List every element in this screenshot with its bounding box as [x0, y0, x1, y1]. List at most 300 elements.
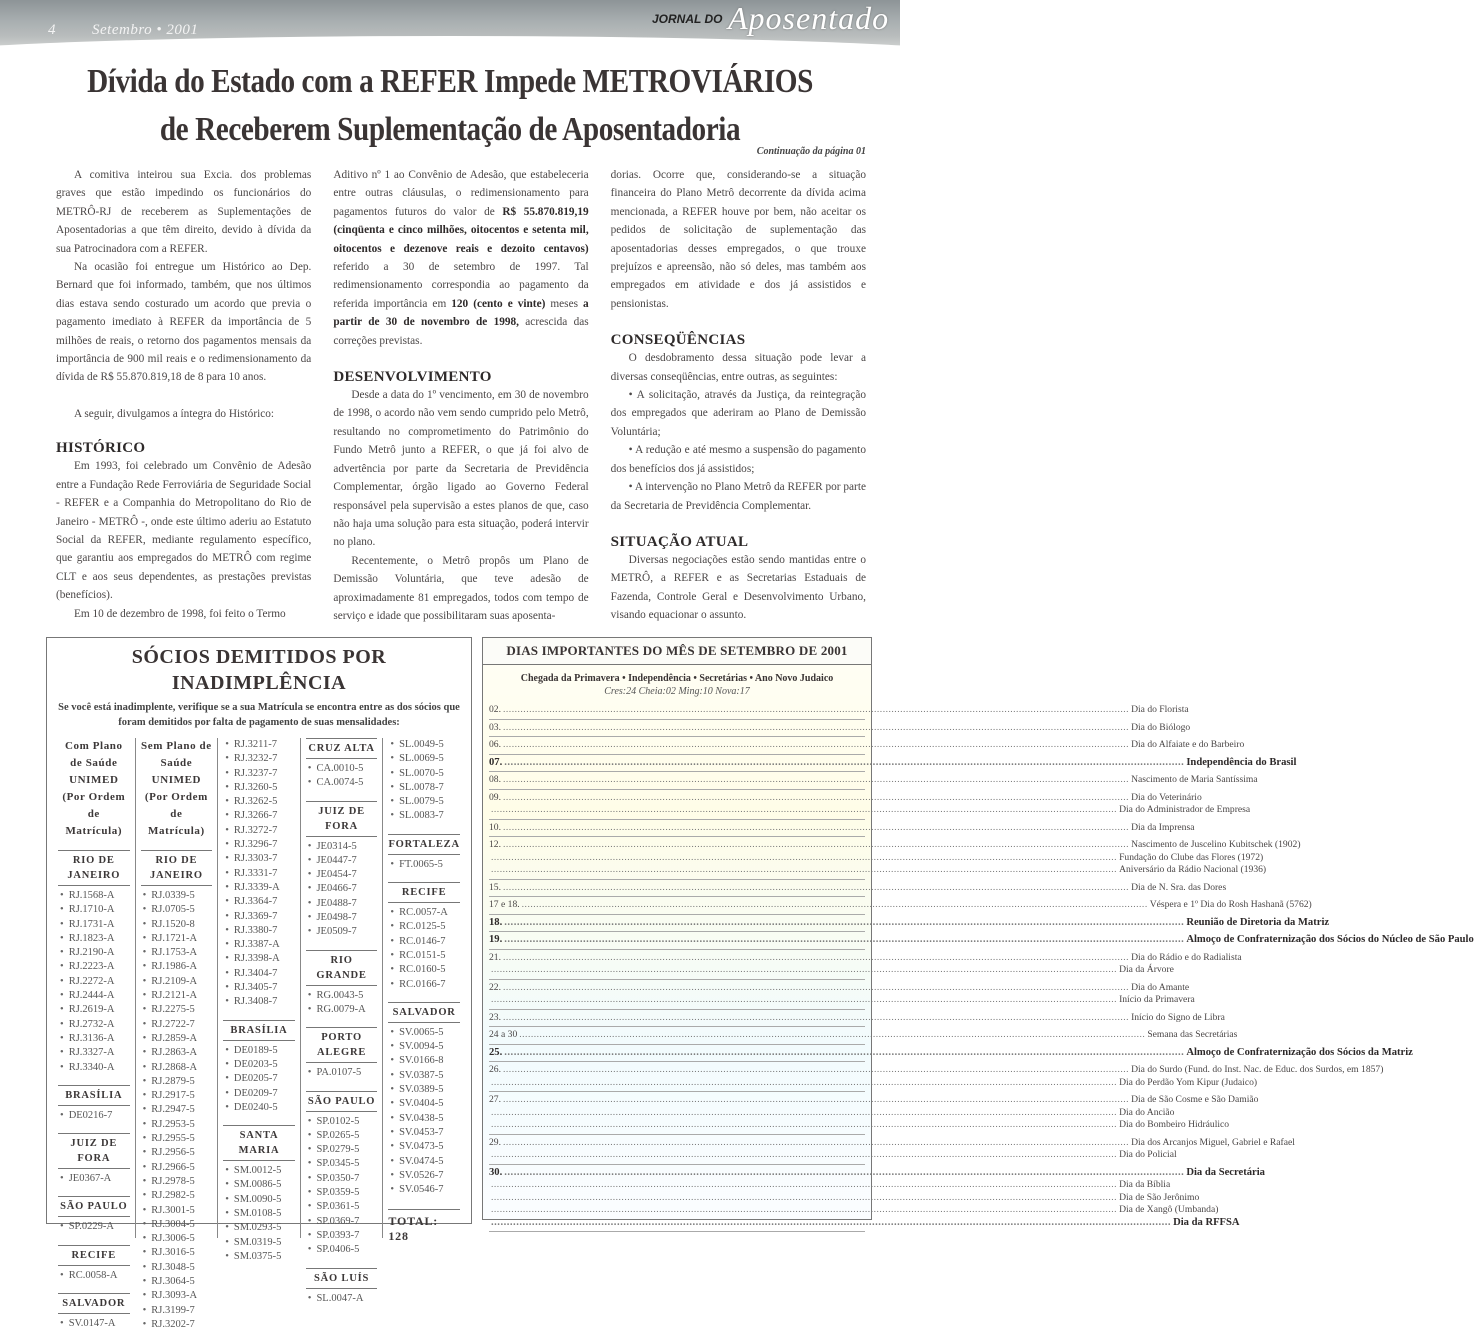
matricula-item: • RJ.3262-5	[223, 795, 295, 809]
page-number: 4	[48, 22, 56, 38]
matricula-item: • RJ.3331-7	[223, 867, 295, 881]
matricula-item: • CA.0074-5	[306, 776, 378, 790]
dias-importantes-box	[482, 637, 1474, 1228]
matricula-item: • RJ.2863-A	[141, 1046, 213, 1060]
date-entry	[489, 820, 1195, 838]
event-name: Nascimento de Juscelino Kubitschek (1902)	[1131, 839, 1301, 850]
date-line	[489, 1011, 1225, 1025]
dot-leader	[503, 839, 1129, 852]
date-line	[489, 994, 1195, 1007]
paragraph: A seguir, divulgamos a íntegra do Histórico:	[74, 407, 275, 420]
matricula-item: • SV.0387-5	[388, 1069, 460, 1083]
article-body	[56, 166, 866, 631]
dot-leader	[491, 1204, 1117, 1217]
dot-leader	[504, 1167, 1184, 1180]
matricula-item: • JE0367-A	[58, 1172, 130, 1186]
event-name: Dia de São Cosme e São Damião	[1131, 1094, 1259, 1105]
matricula-item: • SP.0102-5	[306, 1115, 378, 1129]
socios-grid	[53, 738, 465, 1330]
event-name: Almoço de Confraternização dos Sócios do Núcleo de São Paulo	[1186, 934, 1474, 945]
matricula-item: • RJ.3303-7	[223, 852, 295, 866]
matricula-list	[58, 1172, 130, 1186]
matricula-item: • RJ.2121-A	[141, 989, 213, 1003]
dot-leader	[504, 934, 1184, 947]
date-line	[489, 1166, 1265, 1180]
socios-column-5	[382, 738, 465, 1244]
matricula-item: • SV.0147-A	[58, 1317, 130, 1331]
event-name: Início da Primavera	[1119, 994, 1195, 1005]
matricula-item: • SV.0546-7	[388, 1183, 460, 1197]
matricula-list	[223, 1044, 295, 1115]
matricula-item: • JE0498-7	[306, 911, 378, 925]
date-line	[489, 916, 1330, 930]
date-line	[489, 1136, 1295, 1150]
date-entry	[489, 950, 1242, 980]
dot-leader	[491, 1119, 1117, 1132]
matricula-item: • RJ.3202-7	[141, 1318, 213, 1332]
date-line	[489, 804, 1251, 817]
matricula-item: • SM.0012-5	[223, 1164, 295, 1178]
date-line	[489, 839, 1301, 852]
date-line	[489, 881, 1227, 895]
day-number: 24 a 30	[489, 1029, 518, 1040]
matricula-list	[141, 889, 213, 1332]
matricula-item: • RJ.2275-5	[141, 1003, 213, 1017]
dot-leader	[503, 1094, 1129, 1107]
city-heading: PORTO ALEGRE	[306, 1027, 378, 1063]
city-heading: RECIFE	[58, 1245, 130, 1266]
day-number: 02.	[489, 704, 501, 715]
matricula-item: • SP.0359-5	[306, 1186, 378, 1200]
event-name: Início do Signo de Libra	[1131, 1011, 1225, 1023]
date-line	[489, 1046, 1413, 1060]
matricula-item: • RJ.3004-5	[141, 1218, 213, 1232]
matricula-item: • SM.0293-5	[223, 1221, 295, 1235]
day-number: 03.	[489, 721, 501, 733]
matricula-item: • RC.0151-5	[388, 949, 460, 963]
matricula-item: • JE0509-7	[306, 925, 378, 939]
dot-leader	[504, 917, 1184, 930]
city-heading: SANTA MARIA	[223, 1125, 295, 1161]
article-column-2	[333, 166, 588, 631]
matricula-item: • RJ.2953-5	[141, 1118, 213, 1132]
matricula-item: • RJ.3016-5	[141, 1246, 213, 1260]
city-heading: SÃO PAULO	[306, 1091, 378, 1112]
city-heading: SÃO PAULO	[58, 1196, 130, 1217]
day-number: 25.	[489, 1046, 503, 1058]
dias-title: DIAS IMPORTANTES DO MÊS DE SETEMBRO DE 2001	[483, 638, 871, 665]
section-heading-situacao-atual: SITUAÇÃO ATUAL	[610, 533, 749, 550]
matricula-item: • DE0203-5	[223, 1058, 295, 1072]
date-line	[489, 1191, 1200, 1205]
matricula-item: • RJ.3237-7	[223, 767, 295, 781]
event-name: Dia da Imprensa	[1131, 821, 1195, 833]
matricula-item: • RC.0166-7	[388, 978, 460, 992]
dot-leader	[491, 1107, 1117, 1120]
matricula-item: • JE0488-7	[306, 897, 378, 911]
date-line	[489, 1064, 1384, 1077]
matricula-item: • RJ.3387-A	[223, 938, 295, 952]
matricula-item: • RJ.3136-A	[58, 1032, 130, 1046]
date-entry	[489, 1010, 1225, 1028]
date-entry	[489, 772, 1258, 790]
matricula-item: • SP.0350-7	[306, 1172, 378, 1186]
matricula-item: • CA.0010-5	[306, 762, 378, 776]
event-name: Dia do Alfaiate e do Barbeiro	[1131, 739, 1245, 750]
matricula-item: • SL.0047-A	[306, 1292, 378, 1306]
masthead-banner	[0, 0, 900, 52]
matricula-item: • RC.0146-7	[388, 935, 460, 949]
date-line	[489, 934, 1474, 947]
event-name: Dia da Bíblia	[1119, 1179, 1171, 1190]
bullet-item: • A solicitação, através da Justiça, da reintegração dos empregados que aderiram ao Plano de Demissão Voluntária;	[610, 389, 866, 438]
event-name: Dia do Bombeiro Hidráulico	[1119, 1119, 1230, 1130]
event-name: Véspera e 1º Dia do Rosh Hashanã (5762)	[1149, 899, 1312, 910]
date-line	[489, 1076, 1258, 1090]
matricula-list	[306, 1066, 378, 1080]
city-heading: SALVADOR	[58, 1293, 130, 1314]
matricula-list	[306, 840, 378, 940]
event-name: Almoço de Confraternização dos Sócios da Matriz	[1186, 1046, 1413, 1058]
dot-leader	[503, 1137, 1129, 1150]
event-name: Dia dos Arcanjos Miguel, Gabriel e Rafael	[1131, 1136, 1295, 1148]
matricula-item: • SL.0049-5	[388, 738, 460, 752]
dot-leader	[503, 952, 1129, 965]
matricula-item: • SV.0473-5	[388, 1140, 460, 1154]
matricula-item: • RC.0160-5	[388, 963, 460, 977]
dot-leader	[491, 964, 1117, 977]
city-heading: CRUZ ALTA	[306, 738, 378, 759]
matricula-list	[58, 889, 130, 1075]
matricula-item: • RJ.1986-A	[141, 960, 213, 974]
matricula-item: • RJ.3405-7	[223, 981, 295, 995]
column-header: Sem Plano de Saúde UNIMED (Por Ordem de Matrícula)	[141, 740, 212, 837]
dot-leader	[503, 739, 1129, 752]
matricula-item: • RJ.2223-A	[58, 960, 130, 974]
dot-leader	[503, 822, 1129, 835]
dot-leader	[503, 722, 1129, 735]
matricula-item: • SV.0453-7	[388, 1126, 460, 1140]
bullet-item: • A redução e até mesmo a suspensão do pagamento dos benefícios dos já assistidos;	[610, 444, 866, 475]
paragraph: Desde a data do 1º vencimento, em 30 de novembro de 1998, o acordo não vem sendo cumprido pelo Metrô, resultando no comprometimento do Patrimônio do Fundo Metrô junto a REFER, o que já foi alvo de advertência por parte da Secretaria de Previdência Complementar, órgão ligado ao Governo Federal responsável pela supervisão a estes planos de que, caso não haja uma solução para esta situação, poderá intervir no plano.	[333, 389, 589, 549]
socios-title: SÓCIOS DEMITIDOS POR INADIMPLÊNCIA	[131, 646, 387, 694]
matricula-item: • RJ.2272-A	[58, 975, 130, 989]
matricula-item: • DE0216-7	[58, 1109, 130, 1123]
matricula-item: • RJ.3339-A	[223, 881, 295, 895]
paragraph: Em 1993, foi celebrado um Convênio de Adesão entre a Fundação Rede Ferroviária de Seguridade Social - REFER e a Companhia do Metropolitano do Rio de Janeiro - METRÔ -, onde este último aderiu ao Estatuto Social da REFER, mediante regulamento específico, que garantiu aos empregados do METRÔ com regime CLT e aos seus dependentes, as prestações previstas (benefícios).	[56, 460, 312, 602]
dot-leader	[503, 1064, 1129, 1077]
matricula-item: • SP.0406-5	[306, 1243, 378, 1257]
matricula-item: • RJ.2966-5	[141, 1161, 213, 1175]
matricula-item: • RJ.2982-5	[141, 1189, 213, 1203]
journal-logo: Aposentado	[728, 0, 890, 36]
dot-leader	[491, 1217, 1171, 1230]
date-entry	[489, 932, 1474, 950]
event-name: Dia do Policial	[1119, 1149, 1177, 1160]
date-line	[489, 981, 1190, 995]
dot-leader	[503, 704, 1129, 717]
matricula-item: • DE0189-5	[223, 1044, 295, 1058]
matricula-item: • RJ.0705-5	[141, 903, 213, 917]
matricula-item: • SL.0078-7	[388, 781, 460, 795]
matricula-item: • SL.0083-7	[388, 809, 460, 823]
dot-leader	[504, 757, 1184, 770]
matricula-list	[306, 762, 378, 791]
paragraph: Recentemente, o Metrô propôs um Plano de Demissão Voluntária, que teve adesão de aproximadamente 81 empregados, todos com tempo de serviço e idade que possibilitaram suas aposenta-	[333, 554, 589, 622]
matricula-item: • RG.0079-A	[306, 1003, 378, 1017]
matricula-item: • RJ.2444-A	[58, 989, 130, 1003]
city-heading: RECIFE	[388, 882, 460, 903]
matricula-item: • RJ.2879-5	[141, 1075, 213, 1089]
date-entry	[489, 1062, 1384, 1092]
date-line	[489, 1029, 1238, 1042]
matricula-item: • SP.0229-A	[58, 1220, 130, 1234]
matricula-item: • SV.0526-7	[388, 1169, 460, 1183]
day-number: 22.	[489, 981, 501, 993]
matricula-item: • RJ.2109-A	[141, 975, 213, 989]
event-name: Dia do Veterinário	[1131, 791, 1202, 803]
dot-leader	[491, 1149, 1117, 1162]
matricula-list	[388, 738, 460, 824]
matricula-item: • RC.0058-A	[58, 1269, 130, 1283]
date-entry	[489, 755, 1297, 773]
date-line	[489, 704, 1189, 717]
matricula-item: • RJ.3199-7	[141, 1304, 213, 1318]
matricula-item: • SM.0090-5	[223, 1193, 295, 1207]
date-line	[489, 951, 1242, 965]
date-line	[489, 756, 1297, 770]
event-name: Dia do Biólogo	[1131, 721, 1191, 733]
date-line	[489, 864, 1267, 877]
matricula-item: • RJ.2722-7	[141, 1018, 213, 1032]
matricula-item: • SP.0265-5	[306, 1129, 378, 1143]
city-heading: SÃO LUÍS	[306, 1268, 378, 1289]
date-line	[489, 1216, 1240, 1230]
date-line	[489, 964, 1174, 977]
socios-column-3	[217, 738, 300, 1262]
dot-leader	[503, 982, 1129, 995]
matricula-item: • SP.0361-5	[306, 1200, 378, 1214]
day-number: 23.	[489, 1011, 501, 1023]
paragraph: Aditivo nº 1 ao Convênio de Adesão, que estabeleceria entre outras cláusulas, o redimensionamento para pagamentos futuros do valor de R$ 55.870.819,19 (cinqüenta e cinco milhões, oitocentos e setenta mil, oitocentos e dezenove reais e dezoito centavos) referido a 30 de setembro de 1997. Tal redimensionamento correspondia ao pagamento da referida importância em 120 (cento e vinte) meses a partir de 30 de novembro de 1998, acrescida das correções previstas.	[333, 169, 589, 347]
date-line	[489, 821, 1195, 835]
matricula-item: • SV.0094-5	[388, 1040, 460, 1054]
event-name: Fundação do Clube das Flores (1972)	[1119, 851, 1264, 863]
dot-leader	[491, 1179, 1117, 1192]
matricula-item: • RJ.2917-5	[141, 1089, 213, 1103]
event-name: Dia de N. Sra. das Dores	[1131, 881, 1227, 893]
dot-leader	[519, 1029, 1145, 1042]
date-line	[489, 1106, 1175, 1120]
day-number: 12.	[489, 839, 501, 850]
date-entry	[489, 1165, 1265, 1233]
event-name: Dia de Xangô (Umbanda)	[1119, 1204, 1219, 1215]
socios-intro: Se você está inadimplente, verifique se a sua Matrícula se encontra entre as dos sócios que foram demitidos por falta de pagamento de suas mensalidades:	[58, 702, 460, 728]
day-number: 18.	[489, 916, 503, 928]
matricula-item: • RJ.1731-A	[58, 918, 130, 932]
matricula-item: • SM.0086-5	[223, 1178, 295, 1192]
matricula-item: • RJ.3398-A	[223, 952, 295, 966]
date-entry	[489, 897, 1312, 915]
matricula-item: • RJ.3364-7	[223, 895, 295, 909]
headline	[63, 58, 837, 154]
paragraph: dorias. Ocorre que, considerando-se a situação financeira do Plano Metrô decorrente da dívida acima mencionada, a REFER houve por bem, não aceitar os pedidos de solicitação de suplementação das aposentadorias desses empregados, o que trouxe prejuízos e apreensão, não só deles, mas também aos empregados em atividade e dos já assistidos e pensionistas.	[610, 169, 866, 310]
matricula-item: • SL.0070-5	[388, 767, 460, 781]
day-number: 30.	[489, 1166, 503, 1178]
day-number: 07.	[489, 756, 503, 768]
matricula-item: • RG.0043-5	[306, 989, 378, 1003]
matricula-list	[58, 1220, 130, 1234]
matricula-item: • RJ.2978-5	[141, 1175, 213, 1189]
matricula-item: • RJ.2947-5	[141, 1103, 213, 1117]
matricula-item: • RJ.2859-A	[141, 1032, 213, 1046]
matricula-item: • RJ.3048-5	[141, 1261, 213, 1275]
paragraph: Em 10 de dezembro de 1998, foi feito o Termo	[74, 607, 286, 620]
dot-leader	[503, 774, 1129, 787]
event-name: Dia do Perdão Yom Kipur (Judaico)	[1119, 1076, 1258, 1088]
event-name: Dia de São Jerônimo	[1119, 1191, 1200, 1203]
city-heading: JUIZ DE FORA	[58, 1133, 130, 1169]
day-number: 10.	[489, 821, 501, 833]
day-number: 08.	[489, 774, 501, 785]
date-line	[489, 774, 1258, 787]
date-entry	[489, 880, 1227, 898]
event-name: Dia do Rádio e do Radialista	[1131, 951, 1242, 963]
date-line	[489, 1204, 1219, 1217]
matricula-item: • RJ.1823-A	[58, 932, 130, 946]
matricula-item: • RJ.2619-A	[58, 1003, 130, 1017]
date-line	[489, 739, 1245, 752]
date-line	[489, 1119, 1230, 1132]
matricula-item: • RJ.2956-5	[141, 1146, 213, 1160]
date-line	[489, 1179, 1171, 1192]
matricula-item: • RJ.3272-7	[223, 824, 295, 838]
event-name: Dia do Amante	[1131, 981, 1190, 993]
day-number: 09.	[489, 791, 501, 803]
matricula-list	[223, 738, 295, 1010]
matricula-item: • RJ.1520-8	[141, 918, 213, 932]
matricula-item: • RJ.3001-5	[141, 1204, 213, 1218]
matricula-item: • SV.0065-5	[388, 1026, 460, 1040]
matricula-item: • SM.0319-5	[223, 1236, 295, 1250]
article-column-3	[611, 166, 866, 631]
matricula-list	[58, 1317, 130, 1331]
matricula-list	[58, 1109, 130, 1123]
matricula-item: • RJ.2868-A	[141, 1061, 213, 1075]
date-entry	[489, 702, 1189, 720]
paragraph: O desdobramento dessa situação pode levar a diversas conseqüências, entre outras, as seguintes:	[610, 352, 866, 383]
matricula-list	[306, 1115, 378, 1258]
event-name: Aniversário da Rádio Nacional (1936)	[1119, 864, 1267, 875]
event-name: Independência do Brasil	[1186, 756, 1297, 768]
matricula-item: • SP.0345-5	[306, 1157, 378, 1171]
matricula-item: • RJ.1753-A	[141, 946, 213, 960]
event-name: Dia da Secretária	[1186, 1166, 1265, 1178]
matricula-item: • SV.0166-8	[388, 1054, 460, 1068]
event-name: Nascimento de Maria Santíssima	[1131, 774, 1258, 785]
dot-leader	[491, 1077, 1117, 1090]
paragraph: Na ocasião foi entregue um Histórico ao Dep. Bernard que foi informado, também, que nos últimos dias estava sendo costurado um acordo que previa o pagamento imediato à REFER da importância de 5 milhões de reais, o retorno dos pagamentos mensais da importância de 900 mil reais e o redimensionamento da dívida de R$ 55.870.819,18 de 8 para 10 anos.	[56, 261, 312, 384]
date-entry	[489, 1045, 1413, 1063]
matricula-item: • RJ.1568-A	[58, 889, 130, 903]
dot-leader	[503, 882, 1129, 895]
matricula-item: • SV.0438-5	[388, 1112, 460, 1126]
matricula-item: • RJ.3327-A	[58, 1046, 130, 1060]
moon-phases: Cres:24 Cheia:02 Ming:10 Nova:17	[604, 686, 750, 697]
dias-subtitle: Chegada da Primavera • Independência • Secretárias • Ano Novo Judaico	[520, 673, 834, 684]
date-line	[489, 1094, 1259, 1107]
matricula-list	[223, 1164, 295, 1264]
date-line	[489, 851, 1264, 865]
event-name: Semana das Secretárias	[1147, 1029, 1238, 1040]
date-entry	[489, 737, 1245, 755]
matricula-item: • SV.0389-5	[388, 1083, 460, 1097]
date-line	[489, 791, 1202, 805]
matricula-item: • SM.0108-5	[223, 1207, 295, 1221]
matricula-item: • RJ.3266-7	[223, 809, 295, 823]
article-column-1	[56, 166, 311, 631]
date-entry	[489, 790, 1251, 820]
date-entry	[489, 837, 1301, 880]
matricula-item: • FT.0065-5	[388, 858, 460, 872]
matricula-item: • DE0209-7	[223, 1087, 295, 1101]
date-entry	[489, 720, 1191, 738]
day-number: 29.	[489, 1136, 501, 1148]
dot-leader	[503, 1012, 1129, 1025]
date-entry	[489, 1027, 1238, 1045]
matricula-item: • RJ.3408-7	[223, 995, 295, 1009]
dot-leader	[491, 864, 1117, 877]
event-name: Dia da RFFSA	[1173, 1216, 1240, 1228]
city-heading: JUIZ DE FORA	[306, 801, 378, 837]
dot-leader	[522, 899, 1148, 912]
date-entry	[489, 1092, 1259, 1135]
matricula-item: • RJ.3006-5	[141, 1232, 213, 1246]
day-number: 17 e 18.	[489, 899, 520, 910]
headline-line-1: Dívida do Estado com a REFER Impede METROVIÁRIOS	[87, 63, 813, 100]
matricula-list	[388, 906, 460, 992]
matricula-item: • RJ.3296-7	[223, 838, 295, 852]
paragraph: Diversas negociações estão sendo mantidas entre o METRÔ, a REFER e as Secretarias Estaduais de Fazenda, Controle Geral e Desenvolvimento Urbano, visando equacionar o assunto.	[610, 553, 866, 622]
event-name: Dia da Árvore	[1119, 964, 1174, 975]
date-line	[489, 1149, 1177, 1162]
matricula-item: • RC.0057-A	[388, 906, 460, 920]
journal-prefix: JORNAL DO	[652, 12, 723, 26]
matricula-item: • SM.0375-5	[223, 1250, 295, 1264]
event-name: Dia do Florista	[1131, 704, 1189, 715]
city-heading: RIO DE JANEIRO	[141, 850, 213, 886]
matricula-item: • SP.0393-7	[306, 1229, 378, 1243]
column-header: Com Plano de Saúde UNIMED (Por Ordem de Matrícula)	[62, 740, 126, 837]
matricula-item: • RJ.0339-5	[141, 889, 213, 903]
dot-leader	[504, 1047, 1184, 1060]
event-name: Dia do Surdo (Fund. do Inst. Nac. de Educ. dos Surdos, em 1857)	[1131, 1064, 1384, 1075]
date-line	[489, 899, 1312, 912]
event-name: Dia do Administrador de Empresa	[1119, 804, 1251, 815]
socios-column-4	[300, 738, 383, 1304]
matricula-item: • JE0454-7	[306, 868, 378, 882]
day-number: 26.	[489, 1064, 501, 1075]
matricula-item: • RJ.3369-7	[223, 910, 295, 924]
event-name: Dia do Ancião	[1119, 1106, 1175, 1118]
date-entry	[489, 1135, 1295, 1165]
city-heading: BRASÍLIA	[223, 1020, 295, 1041]
section-heading-historico: HISTÓRICO	[56, 440, 146, 457]
matricula-item: • RJ.3211-7	[223, 738, 295, 752]
issue-date: Setembro • 2001	[92, 22, 199, 38]
day-number: 21.	[489, 951, 501, 963]
city-heading: SALVADOR	[388, 1002, 460, 1023]
